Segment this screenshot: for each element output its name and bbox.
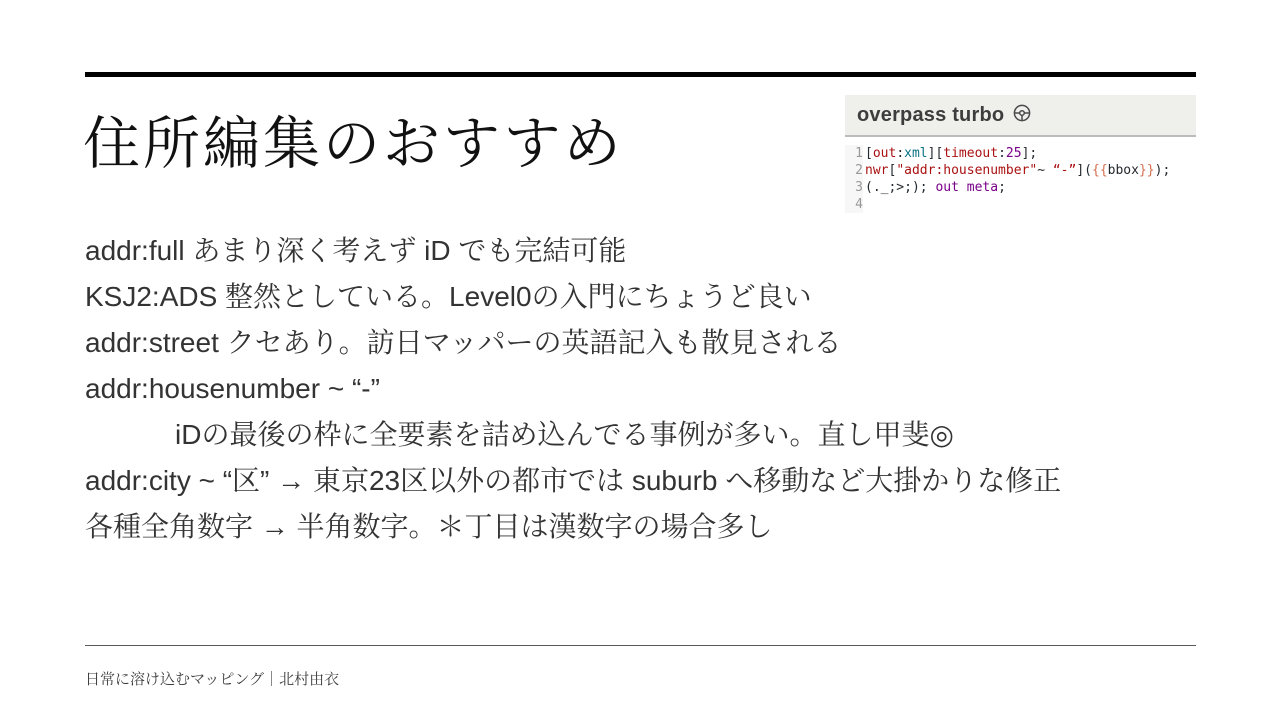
code-line: 3 (._;>;); out meta;	[845, 179, 1196, 196]
line-number: 3	[845, 179, 863, 196]
line-number: 4	[845, 196, 863, 213]
body-line: iDの最後の枠に全要素を詰め込んでる事例が多い。直し甲斐◎	[175, 419, 954, 450]
line-number: 2	[845, 162, 863, 179]
footer-rule	[85, 645, 1196, 646]
steering-wheel-icon	[1012, 103, 1032, 128]
body-line: addr:street クセあり。訪日マッパーの英語記入も散見される	[85, 327, 842, 358]
body-line: addr:city ~ “区” → 東京23区以外の都市では suburb へ移動など大掛かりな修正	[85, 465, 1062, 496]
overpass-turbo-title: overpass turbo	[857, 103, 1005, 126]
overpass-code	[845, 145, 1196, 213]
code-line: 2 nwr["addr:housenumber"~ “-”]({{bbox}});	[845, 162, 1196, 179]
body-line: addr:housenumber ~ “-”	[85, 373, 380, 404]
overpass-turbo-header	[845, 95, 1196, 137]
slide-body	[85, 228, 1061, 550]
body-line: 各種全角数字 → 半角数字。＊丁目は漢数字の場合多し	[85, 511, 773, 542]
body-line: addr:full あまり深く考えず iD でも完結可能	[85, 235, 627, 266]
title-rule	[85, 72, 1196, 77]
code-line	[845, 196, 1196, 213]
line-number: 1	[845, 145, 863, 162]
page-title: 住所編集のおすすめ	[83, 112, 624, 176]
body-line: KSJ2:ADS 整然としている。Level0の入門にちょうど良い	[85, 281, 812, 312]
code-line: 1 [out:xml][timeout:25];	[845, 145, 1196, 162]
overpass-turbo-panel	[845, 95, 1196, 213]
footer-credit: 日常に溶け込むマッピング｜北村由衣	[85, 671, 340, 688]
